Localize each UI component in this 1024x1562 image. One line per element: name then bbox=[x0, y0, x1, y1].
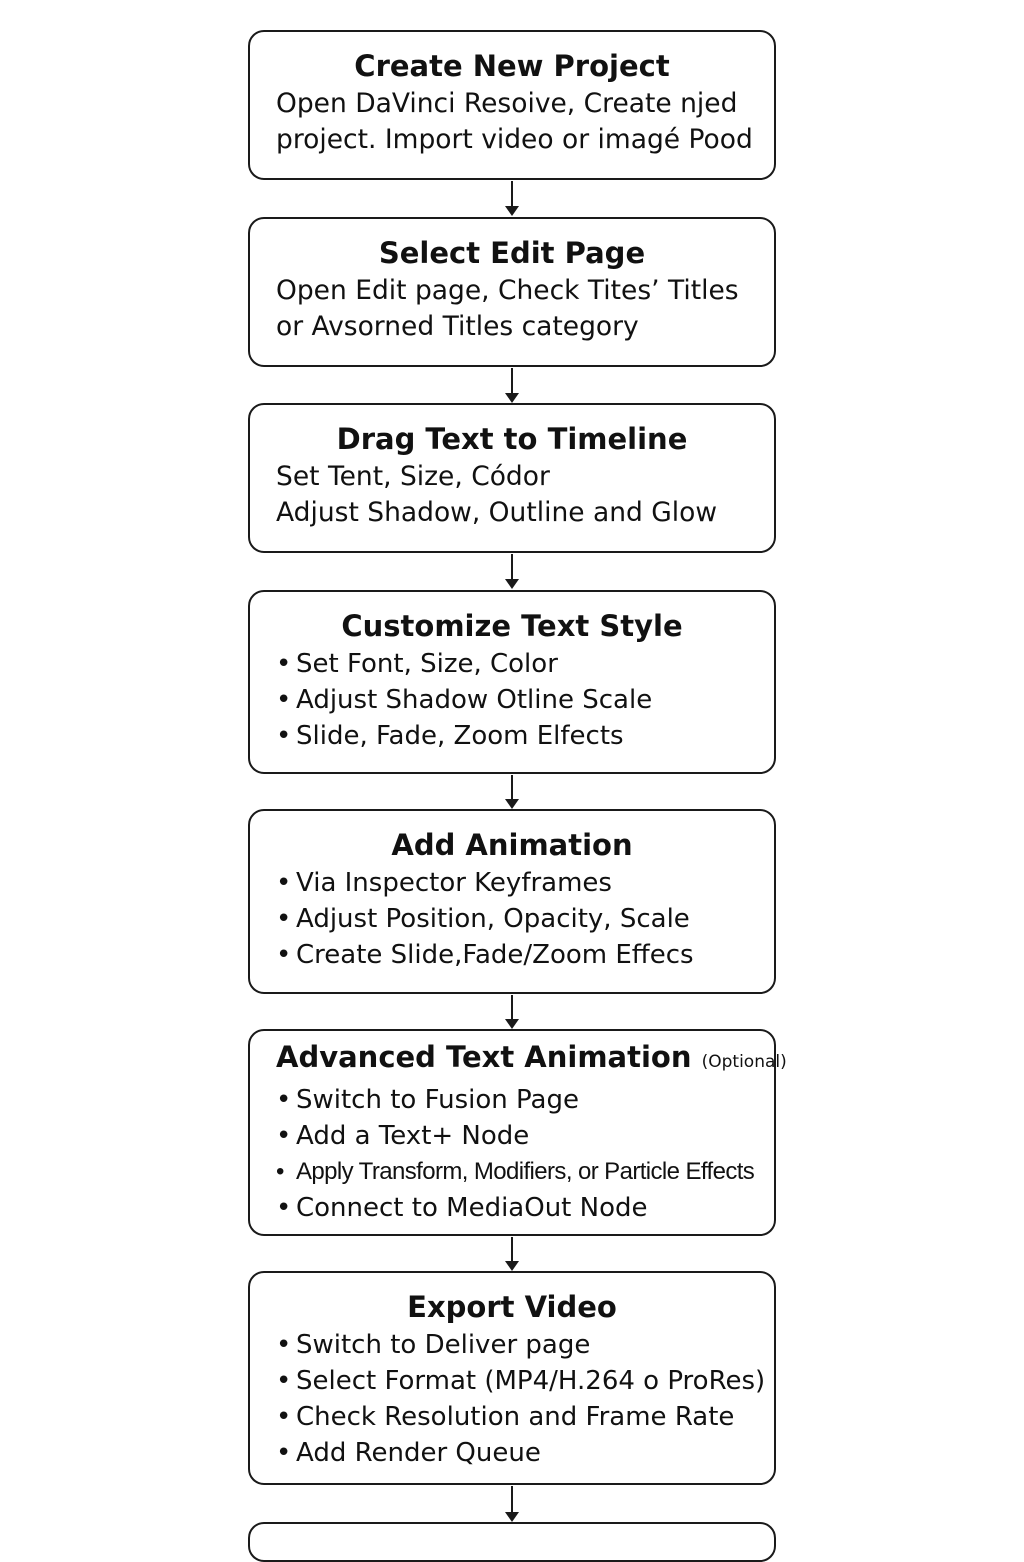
bullet-item: • Switch to Fusion Page bbox=[276, 1082, 748, 1118]
bullet-item: • Select Format (MP4/H.264 o ProRes) bbox=[276, 1363, 748, 1399]
step-title: Drag Text to Timeline bbox=[336, 422, 688, 456]
step-title: Customize Text Style bbox=[341, 609, 683, 643]
bullet-item: • Adjust Shadow Otline Scale bbox=[276, 682, 748, 718]
step-line: or Avsorned Titles category bbox=[276, 311, 639, 342]
step-title: Export Video bbox=[407, 1290, 617, 1324]
bullet-item: • Adjust Position, Opacity, Scale bbox=[276, 901, 748, 937]
flow-arrow bbox=[511, 368, 513, 401]
step-line: project. Import video or imagé Pood bbox=[276, 124, 753, 155]
step-line: Open DaVinci Resoive, Create njed bbox=[276, 88, 738, 119]
flow-arrow bbox=[511, 1237, 513, 1269]
optional-label: (Optional) bbox=[701, 1052, 787, 1072]
step-title bbox=[276, 1039, 787, 1080]
bullet-item: • Add Render Queue bbox=[276, 1435, 748, 1471]
step-export-video bbox=[248, 1271, 776, 1485]
bullet-item: • Set Font, Size, Color bbox=[276, 646, 748, 682]
flow-arrow bbox=[511, 775, 513, 807]
step-next-partial bbox=[248, 1522, 776, 1562]
flow-arrow bbox=[511, 181, 513, 214]
step-advanced-text-animation bbox=[248, 1029, 787, 1236]
step-line: Set Tent, Size, Códor bbox=[276, 461, 550, 492]
bullet-item: • Create Slide,Fade/Zoom Effecs bbox=[276, 937, 748, 973]
step-title: Add Animation bbox=[391, 828, 633, 862]
step-title: Create New Project bbox=[354, 49, 670, 83]
bullet-item: • Add a Text+ Node bbox=[276, 1118, 748, 1154]
bullet-item: • Apply Transform, Modifiers, or Particle Effects bbox=[276, 1154, 748, 1190]
step-description bbox=[276, 86, 753, 158]
step-bullet-list bbox=[276, 1327, 766, 1471]
step-drag-text-to-timeline bbox=[248, 403, 776, 553]
step-line: Adjust Shadow, Outline and Glow bbox=[276, 497, 718, 528]
step-bullet-list bbox=[276, 1082, 755, 1226]
bullet-item: • Connect to MediaOut Node bbox=[276, 1190, 748, 1226]
flow-arrow bbox=[511, 554, 513, 587]
bullet-item: • Switch to Deliver page bbox=[276, 1327, 748, 1363]
step-title-text: Advanced Text Animation bbox=[276, 1040, 692, 1074]
bullet-item: • Via Inspector Keyframes bbox=[276, 865, 748, 901]
step-select-edit-page bbox=[248, 217, 776, 367]
step-bullet-list bbox=[276, 865, 748, 973]
bullet-item: • Check Resolution and Frame Rate bbox=[276, 1399, 748, 1435]
step-line: Open Edit page, Check Tites’ Titles bbox=[276, 275, 739, 306]
flow-arrow bbox=[511, 995, 513, 1027]
step-description bbox=[276, 459, 748, 531]
step-customize-text-style bbox=[248, 590, 776, 774]
step-title: Select Edit Page bbox=[378, 236, 646, 270]
step-bullet-list bbox=[276, 646, 748, 754]
step-create-new-project bbox=[248, 30, 776, 180]
bullet-item: • Slide, Fade, Zoom Elfects bbox=[276, 718, 748, 754]
flow-arrow bbox=[511, 1486, 513, 1520]
step-add-animation bbox=[248, 809, 776, 994]
step-description bbox=[276, 273, 748, 345]
